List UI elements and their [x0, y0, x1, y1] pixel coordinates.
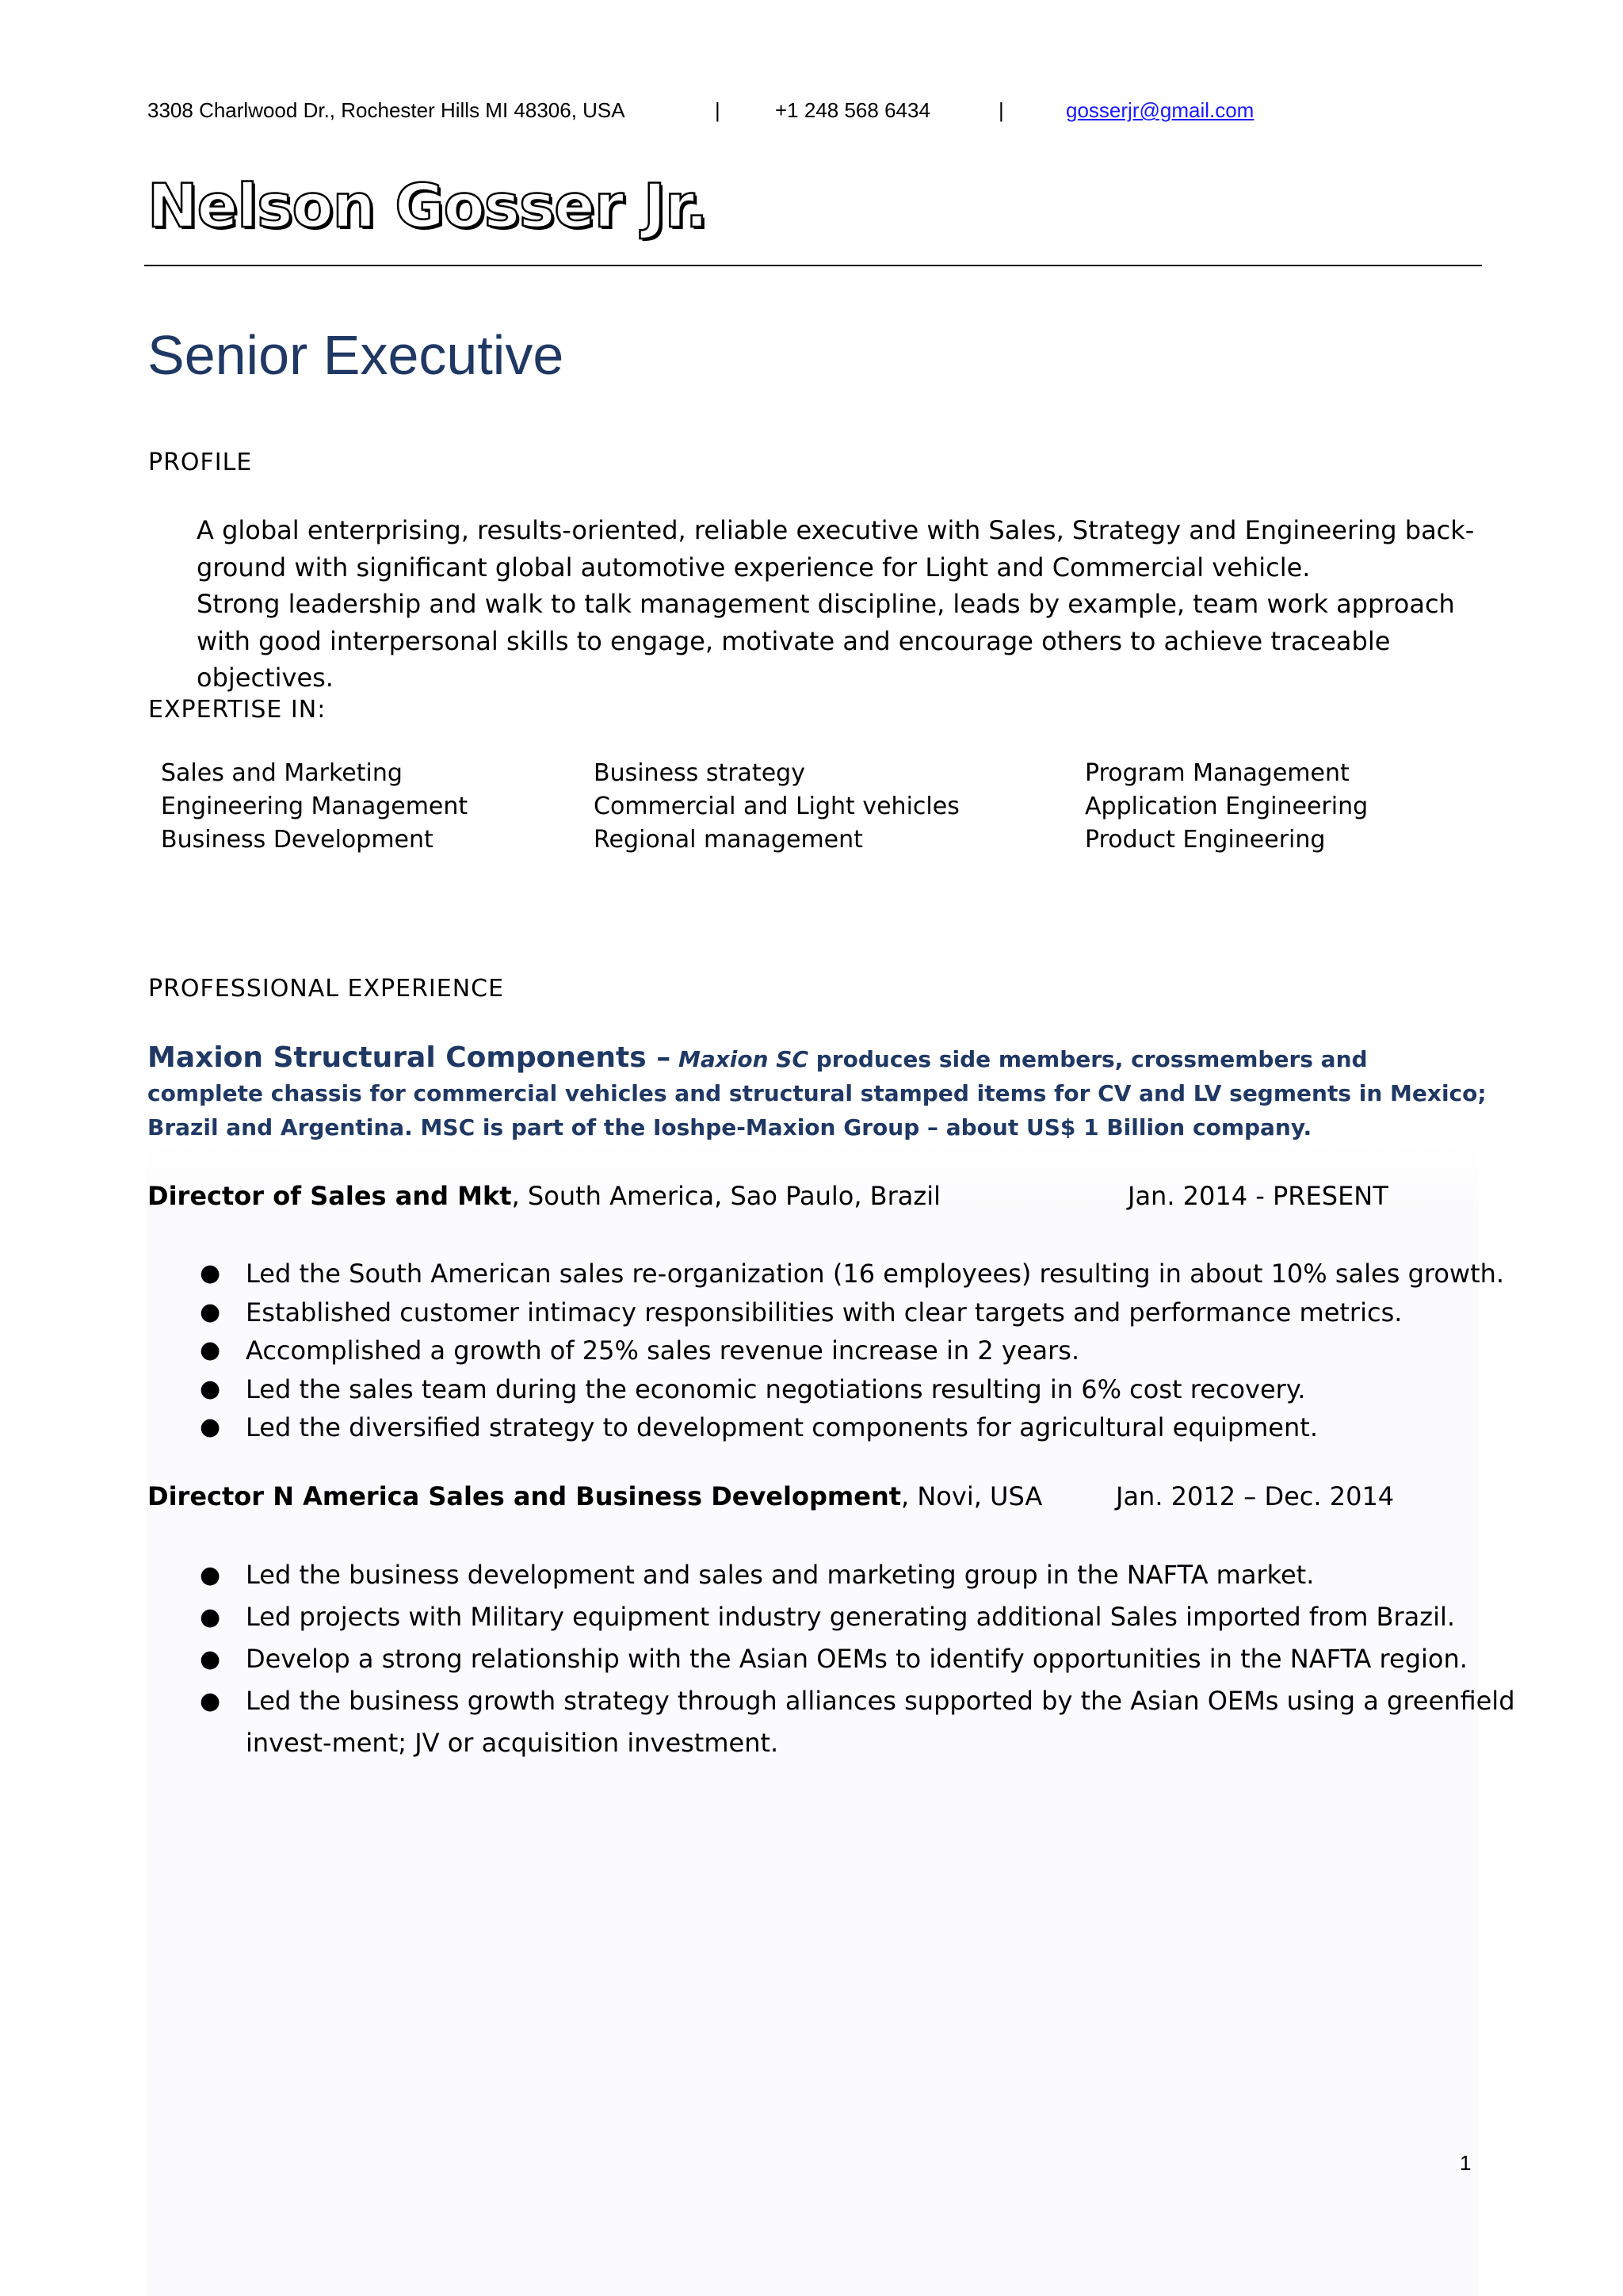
bullet-icon: ●	[200, 1413, 221, 1441]
list-item: ● Led the business growth strategy through alliances supported by the Asian OEMs using a greenfield invest-ment; JV or acquisition investment.	[147, 1680, 1558, 1764]
job-bullet-list	[147, 1554, 1558, 1764]
job-bullet-list	[147, 1255, 1558, 1447]
page-number: 1	[1460, 2151, 1472, 2175]
expertise-item: Business strategy	[594, 759, 805, 787]
job-role: Director of Sales and Mkt	[147, 1181, 512, 1211]
header-divider	[144, 265, 1482, 266]
expertise-item: Sales and Marketing	[161, 759, 403, 787]
bullet-icon: ●	[200, 1374, 221, 1403]
profile-paragraph: Strong leadership and walk to talk management discipline, leads by example, team work approach with good interpersonal skills to engage, motivate and encourage others to achieve traceable objectives.	[197, 589, 1455, 693]
bullet-icon: ●	[200, 1645, 221, 1673]
expertise-item: Product Engineering	[1085, 826, 1326, 854]
bullet-icon: ●	[200, 1687, 221, 1715]
experience-heading: PROFESSIONAL EXPERIENCE	[148, 975, 505, 1003]
job-location: , Novi, USA	[901, 1481, 1043, 1511]
list-item: ● Accomplished a growth of 25% sales revenue increase in 2 years.	[147, 1331, 1558, 1370]
bullet-icon: ●	[200, 1336, 221, 1364]
bullet-icon: ●	[200, 1561, 221, 1589]
expertise-item: Regional management	[594, 826, 863, 854]
email-link[interactable]: gosserjr@gmail.com	[1066, 98, 1254, 122]
expertise-column	[1085, 757, 1368, 857]
company-summary	[147, 1041, 1487, 1144]
list-item: ● Led the South American sales re-organization (16 employees) resulting in about 10% sales growth.	[147, 1255, 1558, 1293]
profile-paragraph: A global enterprising, results-oriented, reliable executive with Sales, Strategy and Engineering back-ground with significant global automotive experience for Light and Commercial vehicle.	[197, 515, 1475, 583]
job-location: , South America, Sao Paulo, Brazil	[511, 1181, 941, 1211]
list-item: ● Develop a strong relationship with the Asian OEMs to identify opportunities in the NAFTA region.	[147, 1638, 1558, 1680]
company-description: produces side members, crossmembers and complete chassis for commercial vehicles and structural stamped items for CV and LV segments in Mexico; Brazil and Argentina. MSC is part of the Ioshpe-Maxion Group – about US$ 1 Billion company.	[147, 1046, 1487, 1140]
expertise-item: Business Development	[161, 826, 433, 854]
expertise-column	[594, 757, 960, 857]
profile-text	[197, 512, 1488, 697]
job-dates: Jan. 2014 - PRESENT	[1128, 1181, 1388, 1211]
contact-separator: |	[999, 98, 1004, 122]
expertise-item: Program Management	[1085, 759, 1350, 787]
job-dates: Jan. 2012 – Dec. 2014	[1116, 1481, 1395, 1511]
expertise-item: Application Engineering	[1085, 793, 1369, 820]
contact-phone: +1 248 568 6434	[775, 98, 930, 122]
job-heading	[147, 1181, 941, 1211]
expertise-column	[161, 757, 468, 857]
job-role: Director N America Sales and Business Development	[147, 1481, 902, 1511]
company-name: Maxion Structural Components –	[147, 1041, 671, 1074]
list-item: ● Led the business development and sales and marketing group in the NAFTA market.	[147, 1554, 1558, 1596]
bullet-icon: ●	[200, 1259, 221, 1287]
company-short-name: Maxion SC	[678, 1046, 809, 1072]
bullet-icon: ●	[200, 1603, 221, 1631]
expertise-heading: EXPERTISE IN:	[148, 696, 327, 724]
list-item: ● Led the diversified strategy to development components for agricultural equipment.	[147, 1408, 1558, 1447]
list-item: ● Established customer intimacy responsibilities with clear targets and performance metrics.	[147, 1293, 1558, 1332]
list-item: ● Led the sales team during the economic negotiations resulting in 6% cost recovery.	[147, 1370, 1558, 1409]
list-item: ● Led projects with Military equipment industry generating additional Sales imported from Brazil.	[147, 1596, 1558, 1638]
profile-heading: PROFILE	[148, 449, 253, 476]
expertise-item: Commercial and Light vehicles	[594, 793, 960, 820]
contact-separator: |	[715, 98, 720, 122]
job-heading	[147, 1481, 1042, 1511]
bullet-icon: ●	[200, 1297, 221, 1326]
job-title: Senior Executive	[147, 324, 564, 386]
candidate-name: Nelson Gosser Jr.	[147, 170, 708, 241]
expertise-item: Engineering Management	[161, 793, 468, 820]
contact-address: 3308 Charlwood Dr., Rochester Hills MI 48306, USA	[147, 98, 625, 122]
